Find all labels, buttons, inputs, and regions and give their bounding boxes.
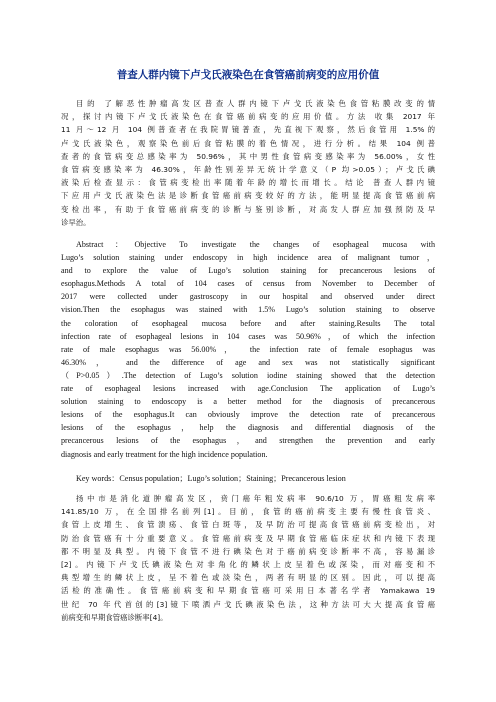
abstract-en-line: solution staining to endoscopy is a better method for the diagnosis of precancerous [61,397,435,407]
abstract-en-line: Lugo’s solution staining under endoscopy in high incidence area of malignant tumor， [61,253,435,263]
abstract-chinese [61,97,435,229]
body-line: 扬中市是消化道肿瘤高发区，贲门癌年粗发病率 90.6/10 万，胃癌粗发病率 [76,494,435,503]
abstract-en-line: vision.Then the esophagus was stained with 1.5% Lugo’s solution staining to observe [61,305,435,315]
body-line: [2]。内镜下卢戈氏碘液染色对非角化的鳞状上皮呈着色或深染，而对癌变和不 [61,559,435,569]
abstract-cn-line: 变检出率，有助于食管癌前病变的诊断与鉴别诊断，对高发人群应加强预防及早 [61,204,435,214]
abstract-en-line: diagnosis and early treatment for the high incidence population. [61,449,268,459]
abstract-cn-line: 液染后检查显示：食管病变检出率随着年龄的增长而增长。结论 普查人群内镜 [61,178,435,188]
abstract-en-line: 2017 were collected under gastroscopy in our hospital and observed under direct [61,292,435,302]
body-line: 食管上皮增生、食管溃疡、食管白斑等，及早防治可提高食管癌前病变检出，对 [61,520,435,530]
body-text [61,492,435,624]
abstract-cn-line: 卢戈氏液染色，观察染色前后食管粘膜的着色情况，进行分析。结果 104 例普 [61,138,435,148]
abstract-en-line: （P>0.05）.The detection of Lugo’s solution iodine staining showed that the detection [61,370,435,380]
body-line: 世纪 70 年代首创的[3]镜下喷洒卢戈氏碘液染色法，这种方法可大大提高食管癌 [61,599,435,609]
abstract-en-line: infection rate of esophageal lesions in 104 cases was 50.96%，of which the infection [61,331,435,341]
abstract-en-line: the coloration of esophageal mucosa before and after staining.Results The total [61,318,435,328]
body-line: 活检的准确性。食管癌前病变和早期食管癌可采用日本著名学者 Yamakawa 19 [61,586,435,596]
abstract-en-line: lesions of the esophagus.It can obviously improve the detection rate of precancerous [61,410,435,420]
abstract-cn-line: 目的 了解恶性肿瘤高发区普查人群内镜下卢戈氏液染色食管粘膜改变的情 [76,99,435,108]
abstract-cn-line: 诊早治。 [61,217,91,227]
abstract-cn-line: 下应用卢戈氏液染色法是诊断食管癌前病变较好的方法，能明显提高食管癌前病 [61,191,435,201]
body-line: 141.85/10 万，在全国排名前列[1]。目前，食管的癌前病变主要有慢性食管炎、 [61,507,435,517]
body-line: 前病变和早期食管癌诊断率[4]。 [61,612,168,622]
abstract-en-line: lesions of the esophagus，help the diagnosis and differential diagnosis of the [61,423,435,433]
abstract-cn-line: 11 月～12 月 104 例普查者在我院胃镜普查，先直视下观察，然后食管用 1.5%的 [61,125,435,135]
body-line: 防治食管癌有十分重要意义。食管癌前病变及早期食管癌临床症状和内镜下表现 [61,533,435,543]
body-line: 典型增生的鳞状上皮，呈不着色或淡染色，两者有明显的区别。因此，可以提高 [61,573,435,583]
abstract-cn-line: 查者的食管病变总感染率为 50.96%，其中男性食管病变感染率为 56.00%，女性 [61,151,435,161]
keywords-line: Key words：Census population；Lugo’s solution；Staining；Precancerous lesion [76,474,346,483]
abstract-en-line: esophagus.Methods A total of 104 cases of census from November to December of [61,279,435,289]
abstract-english [61,238,435,461]
abstract-en-line: Abstract：Objective To investigate the changes of esophageal mucosa with [76,240,435,249]
keywords [61,472,435,485]
abstract-en-line: precancerous lesions of the esophagus，and strengthen the prevention and early [61,436,435,446]
body-line: 都不明显及典型。内镜下食管不进行碘染色对于癌前病变诊断率不高，容易漏诊 [61,546,435,556]
paper-title: 普查人群内镜下卢戈氏液染色在食管癌前病变的应用价值 [116,69,380,81]
abstract-en-line: 46.30%， and the difference of age and sex was not statistically significant [61,357,435,367]
abstract-cn-line: 况，探讨内镜下卢戈氏液染色在食管癌前病变的应用价值。方法 收集 2017 年 [61,112,435,122]
abstract-en-line: rate of male esophagus was 56.00%， the infection rate of female esophagus was [61,344,435,354]
abstract-en-line: rate of esophageal lesions increased with age.Conclusion The application of Lugo’s [61,384,435,394]
abstract-en-line: and to explore the value of Lugo’s solution staining for precancerous lesions of [61,266,435,276]
abstract-cn-line: 食管病变感染率为 46.30%，年龄性别差异无统计学意义（P 均>0.05）；卢戈氏碘 [61,164,435,174]
